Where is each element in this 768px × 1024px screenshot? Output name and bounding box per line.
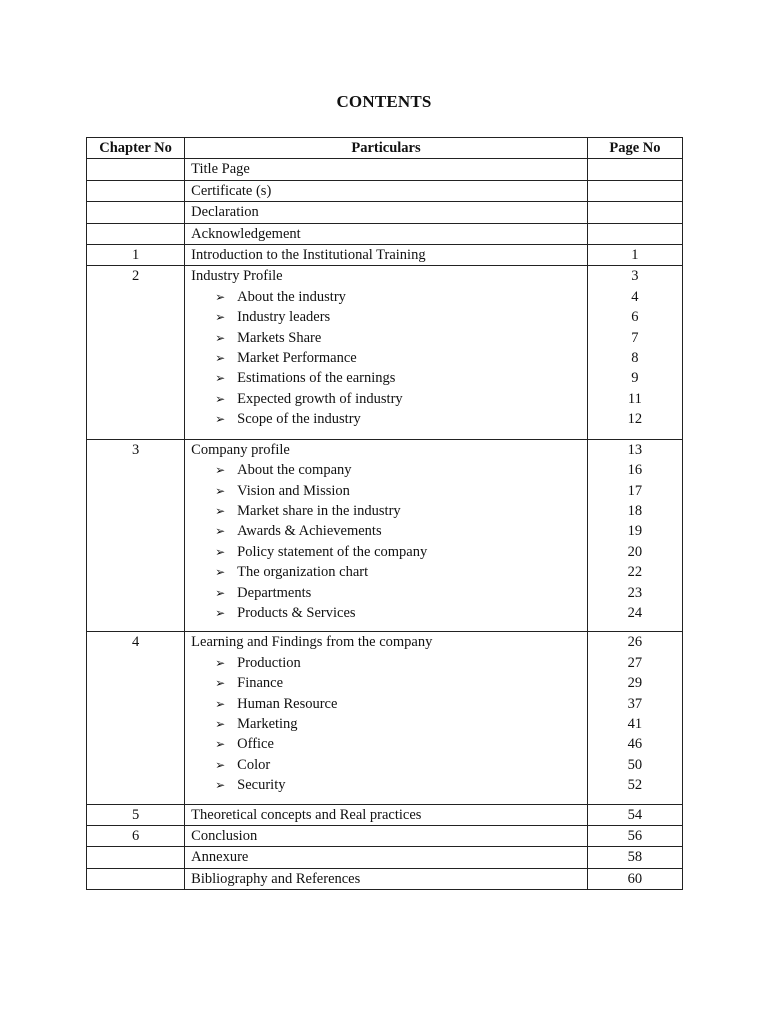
arrow-bullet-icon: ➢: [215, 605, 226, 620]
subsection-item: [191, 501, 581, 521]
subsection-item: [191, 734, 581, 754]
chapter-page: 3: [631, 268, 639, 285]
chapter-cell: [87, 847, 185, 868]
subsection-page: 29: [627, 675, 643, 692]
page-cell: 60: [587, 868, 682, 889]
chapter-cell: [87, 180, 185, 201]
subsection-label: Production: [237, 654, 301, 671]
arrow-bullet-icon: ➢: [215, 757, 226, 772]
subsection-page: 41: [627, 715, 643, 732]
table-row: [87, 868, 683, 889]
subsection-label: Policy statement of the company: [237, 543, 428, 560]
chapter-page: 26: [627, 634, 643, 651]
arrow-bullet-icon: ➢: [215, 696, 226, 711]
chapter-cell: 6: [87, 826, 185, 847]
subsection-label: Expected growth of industry: [237, 390, 403, 407]
subsection-page: 8: [631, 350, 639, 367]
subsection-page: 11: [627, 390, 642, 407]
arrow-bullet-icon: ➢: [215, 503, 226, 518]
subsection-item: [191, 562, 581, 582]
subsection-label: Market share in the industry: [237, 502, 401, 519]
arrow-bullet-icon: ➢: [215, 391, 226, 406]
subsection-item: [191, 368, 581, 388]
chapter-cell: [87, 159, 185, 180]
particulars-cell: Conclusion: [185, 826, 588, 847]
arrow-bullet-icon: ➢: [215, 737, 226, 752]
chapter-title: Learning and Findings from the company: [191, 634, 433, 651]
subsection-item: [191, 673, 581, 693]
particulars-cell: Title Page: [185, 159, 588, 180]
subsection-label: Office: [237, 736, 274, 753]
table-row: [87, 202, 683, 223]
subsection-label: The organization chart: [237, 564, 369, 581]
page-cell: [587, 223, 682, 244]
page-cell: [587, 266, 682, 439]
subsection-page: 17: [627, 482, 643, 499]
chapter-cell: [87, 868, 185, 889]
subsection-label: About the industry: [237, 288, 346, 305]
table-row: [87, 159, 683, 180]
subsection-page: 50: [627, 756, 643, 773]
arrow-bullet-icon: ➢: [215, 310, 226, 325]
subsection-item: [191, 694, 581, 714]
subsection-page: 18: [627, 502, 643, 519]
particulars-cell: Declaration: [185, 202, 588, 223]
subsection-item: [191, 307, 581, 327]
header-particulars: Particulars: [185, 138, 588, 159]
particulars-cell: [185, 266, 588, 439]
subsection-item: [191, 653, 581, 673]
arrow-bullet-icon: ➢: [215, 585, 226, 600]
subsection-label: Market Performance: [237, 350, 357, 367]
subsection-item: [191, 755, 581, 775]
header-page: Page No: [587, 138, 682, 159]
subsection-label: Security: [237, 777, 286, 794]
subsection-item: [191, 348, 581, 368]
table-row: [87, 847, 683, 868]
chapter-cell: 2: [87, 266, 185, 439]
chapter-cell: [87, 223, 185, 244]
subsection-item: [191, 583, 581, 603]
arrow-bullet-icon: ➢: [215, 676, 226, 691]
subsection-item: [191, 287, 581, 307]
arrow-bullet-icon: ➢: [215, 778, 226, 793]
chapter-cell: 1: [87, 245, 185, 266]
subsection-page: 7: [631, 329, 639, 346]
chapter-cell: 4: [87, 632, 185, 804]
subsection-label: Products & Services: [237, 604, 356, 621]
particulars-cell: Theoretical concepts and Real practices: [185, 804, 588, 825]
chapter-cell: 5: [87, 804, 185, 825]
subsection-item: [191, 521, 581, 541]
arrow-bullet-icon: ➢: [215, 716, 226, 731]
subsection-page: 22: [627, 564, 643, 581]
page-cell: [587, 632, 682, 804]
subsection-page: 4: [631, 288, 639, 305]
subsection-label: Color: [237, 756, 271, 773]
subsection-page: 9: [631, 370, 639, 387]
subsection-page: 20: [627, 543, 643, 560]
subsection-label: Finance: [237, 675, 284, 692]
page-title: CONTENTS: [336, 92, 432, 111]
subsection-item: [191, 328, 581, 348]
subsection-item: [191, 714, 581, 734]
header-chapter: Chapter No: [87, 138, 185, 159]
subsection-item: [191, 481, 581, 501]
chapter-group-row: [87, 266, 683, 439]
page-cell: 54: [587, 804, 682, 825]
page-cell: 1: [587, 245, 682, 266]
page-cell: 58: [587, 847, 682, 868]
subsection-page: 27: [627, 654, 643, 671]
arrow-bullet-icon: ➢: [215, 351, 226, 366]
particulars-cell: [185, 439, 588, 632]
arrow-bullet-icon: ➢: [215, 412, 226, 427]
arrow-bullet-icon: ➢: [215, 483, 226, 498]
contents-table: [86, 137, 683, 890]
subsection-label: Awards & Achievements: [237, 523, 382, 540]
arrow-bullet-icon: ➢: [215, 565, 226, 580]
arrow-bullet-icon: ➢: [215, 463, 226, 478]
page-cell: [587, 159, 682, 180]
subsection-item: [191, 460, 581, 480]
arrow-bullet-icon: ➢: [215, 289, 226, 304]
subsection-label: Vision and Mission: [237, 482, 350, 499]
table-row: [87, 223, 683, 244]
page-cell: [587, 439, 682, 632]
contents-body: [87, 159, 683, 890]
subsection-item: [191, 389, 581, 409]
chapter-title: Industry Profile: [191, 268, 283, 285]
table-row: [87, 180, 683, 201]
chapter-title: Company profile: [191, 441, 290, 458]
subsection-page: 23: [627, 584, 643, 601]
subsection-label: Departments: [237, 584, 312, 601]
arrow-bullet-icon: ➢: [215, 655, 226, 670]
table-row: [87, 826, 683, 847]
subsection-item: [191, 409, 581, 429]
table-row: [87, 245, 683, 266]
arrow-bullet-icon: ➢: [215, 524, 226, 539]
subsection-label: Scope of the industry: [237, 411, 361, 428]
table-row: [87, 804, 683, 825]
arrow-bullet-icon: ➢: [215, 544, 226, 559]
chapter-cell: 3: [87, 439, 185, 632]
subsection-page: 16: [627, 462, 643, 479]
subsection-label: Marketing: [237, 715, 298, 732]
particulars-cell: Certificate (s): [185, 180, 588, 201]
particulars-cell: [185, 632, 588, 804]
subsection-page: 24: [627, 604, 643, 621]
arrow-bullet-icon: ➢: [215, 371, 226, 386]
page-cell: 56: [587, 826, 682, 847]
arrow-bullet-icon: ➢: [215, 330, 226, 345]
chapter-page: 13: [627, 441, 643, 458]
subsection-page: 46: [627, 736, 643, 753]
chapter-cell: [87, 202, 185, 223]
subsection-item: [191, 775, 581, 795]
subsection-label: Estimations of the earnings: [237, 370, 396, 387]
subsection-item: [191, 542, 581, 562]
chapter-group-row: [87, 439, 683, 632]
page-cell: [587, 202, 682, 223]
particulars-cell: Acknowledgement: [185, 223, 588, 244]
subsection-label: Human Resource: [237, 695, 338, 712]
page-cell: [587, 180, 682, 201]
particulars-cell: Introduction to the Institutional Training: [185, 245, 588, 266]
subsection-page: 6: [631, 309, 639, 326]
subsection-label: About the company: [237, 462, 352, 479]
subsection-page: 52: [627, 777, 643, 794]
subsection-label: Industry leaders: [237, 309, 331, 326]
subsection-page: 19: [627, 523, 643, 540]
table-header-row: [87, 138, 683, 159]
subsection-label: Markets Share: [237, 329, 322, 346]
chapter-group-row: [87, 632, 683, 804]
subsection-page: 12: [627, 411, 643, 428]
particulars-cell: Annexure: [185, 847, 588, 868]
subsection-item: [191, 603, 581, 623]
subsection-page: 37: [627, 695, 643, 712]
particulars-cell: Bibliography and References: [185, 868, 588, 889]
